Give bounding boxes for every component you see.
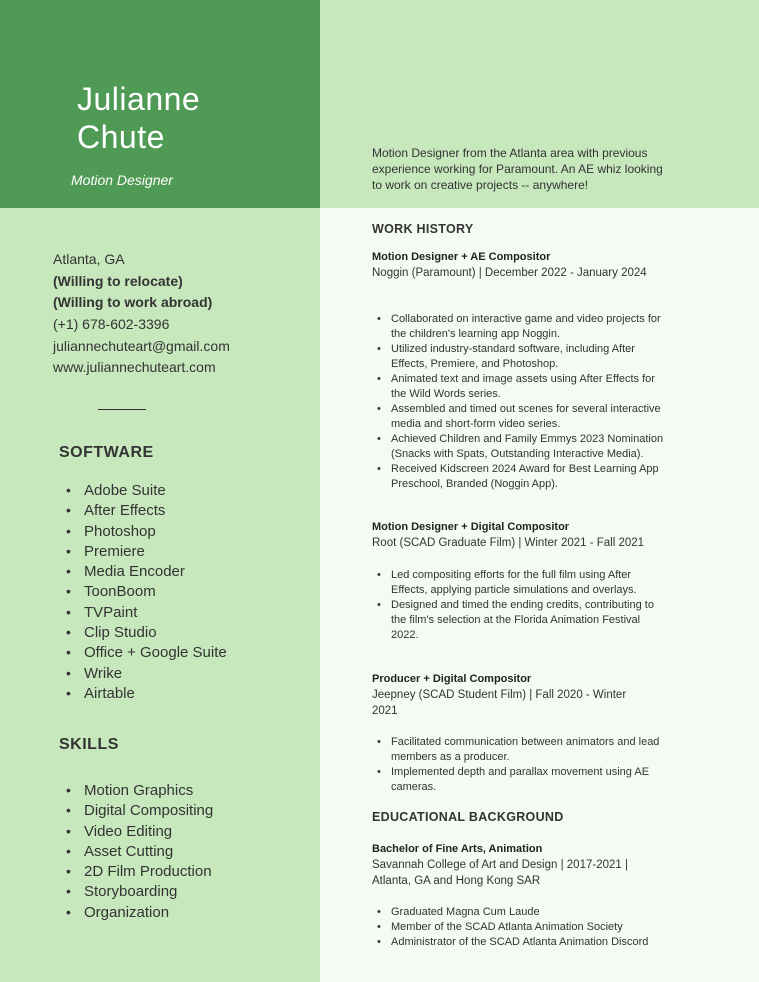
job-title: Motion Designer + Digital Compositor	[372, 521, 570, 533]
list-item: • Assembled and timed out scenes for several interactive media and short-form video series.	[372, 402, 664, 432]
list-item: • 2D Film Production	[66, 861, 213, 881]
list-item: • Organization	[66, 902, 213, 922]
list-item: • Designed and timed the ending credits, contributing to the film's selection at the Florida Animation Festival 2022.	[372, 598, 664, 643]
education-bullets	[372, 905, 664, 950]
first-name: Julianne	[77, 81, 201, 117]
list-item: • Premiere	[66, 541, 227, 561]
list-item: • Graduated Magna Cum Laude	[372, 905, 664, 920]
list-item: • Wrike	[66, 663, 227, 683]
list-item: • Member of the SCAD Atlanta Animation Society	[372, 920, 664, 935]
sidebar-divider	[98, 409, 146, 410]
list-item: • Received Kidscreen 2024 Award for Best Learning App Preschool, Branded (Noggin App).	[372, 462, 664, 492]
list-item: • Media Encoder	[66, 561, 227, 581]
job-meta: Jeepney (SCAD Student Film) | Fall 2020 - Winter 2021	[372, 689, 627, 717]
job-meta: Root (SCAD Graduate Film) | Winter 2021 - Fall 2021	[372, 537, 645, 549]
degree-title: Bachelor of Fine Arts, Animation	[372, 843, 543, 855]
list-item: • Collaborated on interactive game and video projects for the children's learning app Noggin.	[372, 312, 664, 342]
list-item: • Achieved Children and Family Emmys 2023 Nomination (Snacks with Spats, Outstanding Interactive Media).	[372, 432, 664, 462]
list-item: • Administrator of the SCAD Atlanta Animation Discord	[372, 935, 664, 950]
job-role: Motion Designer	[71, 172, 173, 188]
list-item: • Led compositing efforts for the full film using After Effects, applying particle simulations and overlays.	[372, 568, 664, 598]
list-item: • Digital Compositing	[66, 800, 213, 820]
list-item: • Storyboarding	[66, 881, 213, 901]
job-bullets	[372, 312, 664, 492]
profile-summary: Motion Designer from the Atlanta area with previous experience working for Paramount. An AE whiz looking to work on creative projects -- anywhere!	[372, 146, 663, 192]
last-name: Chute	[77, 119, 165, 155]
skills-list	[66, 780, 213, 922]
list-item: • Implemented depth and parallax movement using AE cameras.	[372, 765, 664, 795]
work-history-heading: WORK HISTORY	[372, 222, 474, 236]
list-item: • Utilized industry-standard software, including After Effects, Premiere, and Photoshop.	[372, 342, 664, 372]
list-item: • Animated text and image assets using After Effects for the Wild Words series.	[372, 372, 664, 402]
contact-email[interactable]: juliannechuteart@gmail.com	[53, 338, 230, 354]
job-title: Producer + Digital Compositor	[372, 673, 532, 685]
list-item: • Adobe Suite	[66, 480, 227, 500]
contact-relocate: (Willing to relocate)	[53, 273, 183, 289]
job-meta: Noggin (Paramount) | December 2022 - January 2024	[372, 267, 647, 279]
contact-location: Atlanta, GA	[53, 251, 125, 267]
list-item: • Airtable	[66, 683, 227, 703]
software-list	[66, 480, 227, 703]
job-bullets	[372, 735, 664, 795]
software-heading: SOFTWARE	[59, 444, 154, 461]
list-item: • After Effects	[66, 500, 227, 520]
list-item: • Clip Studio	[66, 622, 227, 642]
list-item: • ToonBoom	[66, 581, 227, 601]
contact-website[interactable]: www.juliannechuteart.com	[53, 359, 216, 375]
job-bullets	[372, 568, 664, 643]
list-item: • TVPaint	[66, 602, 227, 622]
contact-abroad: (Willing to work abroad)	[53, 294, 213, 310]
school-meta: Savannah College of Art and Design | 2017-2021 | Atlanta, GA and Hong Kong SAR	[372, 859, 628, 887]
list-item: • Video Editing	[66, 821, 213, 841]
skills-heading: SKILLS	[59, 736, 119, 753]
list-item: • Office + Google Suite	[66, 642, 227, 662]
list-item: • Facilitated communication between animators and lead members as a producer.	[372, 735, 664, 765]
list-item: • Asset Cutting	[66, 841, 213, 861]
job-title: Motion Designer + AE Compositor	[372, 251, 551, 263]
list-item: • Motion Graphics	[66, 780, 213, 800]
education-heading: EDUCATIONAL BACKGROUND	[372, 810, 564, 824]
contact-phone: (+1) 678-602-3396	[53, 316, 170, 332]
list-item: • Photoshop	[66, 521, 227, 541]
